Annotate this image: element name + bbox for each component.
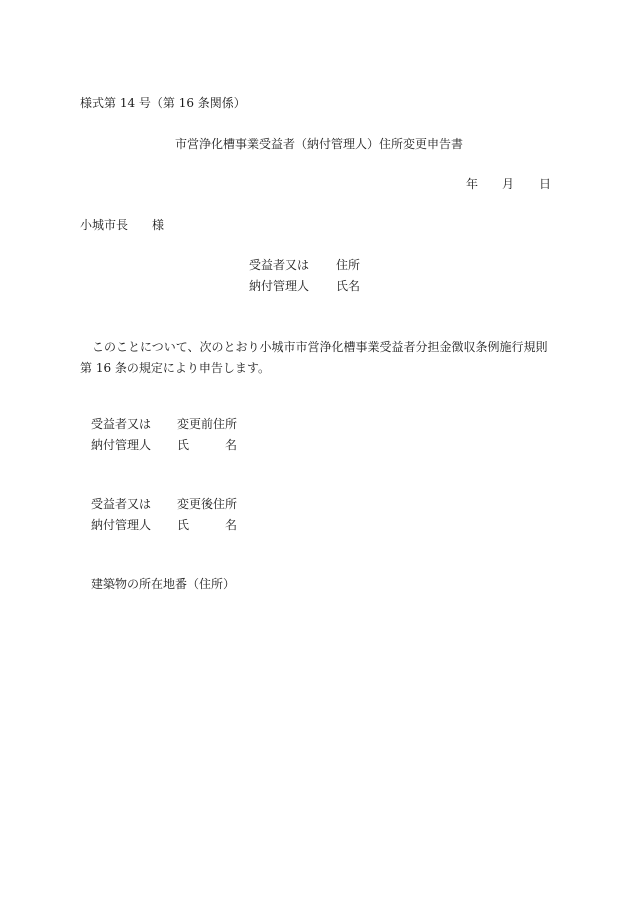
date-year-label: 年 (466, 177, 479, 191)
after-name-char1: 氏 (177, 518, 190, 532)
declarant-name-label: 氏名 (336, 279, 361, 293)
before-address-label: 変更前住所 (177, 417, 238, 431)
building-location-label: 建築物の所在地番（住所） (91, 577, 236, 591)
declarant-address-label: 住所 (336, 258, 361, 272)
after-role-line1: 受益者又は (91, 497, 152, 511)
date-month-label: 月 (502, 177, 515, 191)
form-number: 様式第 14 号（第 16 条関係） (80, 96, 246, 110)
addressee-name: 小城市長 (80, 218, 129, 232)
before-name-char1: 氏 (177, 438, 190, 452)
addressee-honorific: 様 (152, 218, 165, 232)
after-address-label: 変更後住所 (177, 497, 238, 511)
before-role-line1: 受益者又は (91, 417, 152, 431)
body-line-1: このことについて、次のとおり小城市市営浄化槽事業受益者分担金徴収条例施行規則 (92, 340, 548, 354)
after-role-line2: 納付管理人 (91, 518, 152, 532)
date-day-label: 日 (539, 177, 552, 191)
before-role-line2: 納付管理人 (91, 438, 152, 452)
document-title: 市営浄化槽事業受益者（納付管理人）住所変更申告書 (174, 137, 463, 151)
before-name-char2: 名 (225, 438, 238, 452)
body-line-2: 第 16 条の規定により申告します。 (80, 361, 270, 375)
after-name-char2: 名 (225, 518, 238, 532)
declarant-role-line1: 受益者又は (249, 258, 310, 272)
body-paragraph (80, 337, 552, 379)
declarant-role-line2: 納付管理人 (249, 279, 310, 293)
